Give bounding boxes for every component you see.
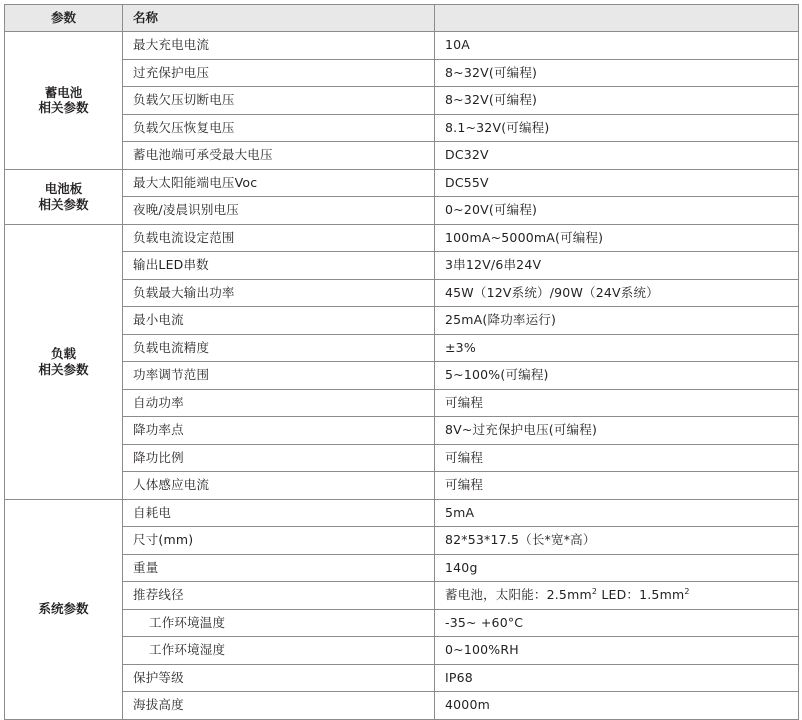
- parameter-value-cell: 3串12V/6串24V: [435, 252, 799, 280]
- parameter-name-cell: 最大充电电流: [123, 32, 435, 60]
- table-row: [5, 499, 799, 527]
- table-row: [5, 252, 799, 280]
- table-row: [5, 279, 799, 307]
- parameter-value-cell: 100mA~5000mA(可编程): [435, 224, 799, 252]
- parameter-name-cell: 工作环境湿度: [123, 637, 435, 665]
- group-label-cell: 负载 相关参数: [5, 224, 123, 499]
- parameter-value-cell: DC32V: [435, 142, 799, 170]
- parameter-value-cell: 0~20V(可编程): [435, 197, 799, 225]
- parameter-name-cell: 重量: [123, 554, 435, 582]
- table-row: [5, 169, 799, 197]
- parameter-name-cell: 负载最大输出功率: [123, 279, 435, 307]
- table-row: [5, 637, 799, 665]
- parameter-value-cell: 0~100%RH: [435, 637, 799, 665]
- parameter-value-cell: 8.1~32V(可编程): [435, 114, 799, 142]
- parameter-name-cell: 尺寸(mm): [123, 527, 435, 555]
- parameter-name-cell: 输出LED串数: [123, 252, 435, 280]
- parameter-name-cell: 最小电流: [123, 307, 435, 335]
- parameter-value-cell: 4000m: [435, 692, 799, 720]
- parameter-value-cell: 25mA(降功率运行): [435, 307, 799, 335]
- table-header: [5, 5, 799, 32]
- column-header-name: 名称: [123, 5, 435, 32]
- table-row: [5, 664, 799, 692]
- parameter-name-cell: 过充保护电压: [123, 59, 435, 87]
- table-row: [5, 417, 799, 445]
- specification-table: [4, 4, 799, 720]
- table-row: [5, 444, 799, 472]
- table-row: [5, 142, 799, 170]
- parameter-name-cell: 降功比例: [123, 444, 435, 472]
- parameter-name-cell: 人体感应电流: [123, 472, 435, 500]
- parameter-name-cell: 负载欠压切断电压: [123, 87, 435, 115]
- parameter-name-cell: 自动功率: [123, 389, 435, 417]
- table-row: [5, 692, 799, 720]
- parameter-value-cell: 可编程: [435, 389, 799, 417]
- parameter-value-cell: 5mA: [435, 499, 799, 527]
- table-row: [5, 32, 799, 60]
- parameter-name-cell: 海拔高度: [123, 692, 435, 720]
- parameter-name-cell: 推荐线径: [123, 582, 435, 610]
- parameter-value-cell: 可编程: [435, 444, 799, 472]
- table-row: [5, 197, 799, 225]
- parameter-value-cell: ±3%: [435, 334, 799, 362]
- table-row: [5, 362, 799, 390]
- table-row: [5, 224, 799, 252]
- parameter-value-cell: DC55V: [435, 169, 799, 197]
- parameter-name-cell: 自耗电: [123, 499, 435, 527]
- table-row: [5, 609, 799, 637]
- group-label-cell: 蓄电池 相关参数: [5, 32, 123, 170]
- table-row: [5, 59, 799, 87]
- parameter-name-cell: 工作环境温度: [123, 609, 435, 637]
- column-header-value: [435, 5, 799, 32]
- table-body: [5, 32, 799, 720]
- group-label-cell: 电池板 相关参数: [5, 169, 123, 224]
- parameter-value-cell: 82*53*17.5（长*宽*高）: [435, 527, 799, 555]
- group-label-cell: 系统参数: [5, 499, 123, 719]
- table-row: [5, 554, 799, 582]
- parameter-value-cell: 140g: [435, 554, 799, 582]
- parameter-name-cell: 功率调节范围: [123, 362, 435, 390]
- table-row: [5, 334, 799, 362]
- parameter-value-cell: 蓄电池，太阳能：$2.5mm^2$ LED：$1.5mm^2$: [435, 582, 799, 610]
- parameter-value-cell: IP68: [435, 664, 799, 692]
- parameter-value-cell: 8V~过充保护电压(可编程): [435, 417, 799, 445]
- table-row: [5, 472, 799, 500]
- parameter-name-cell: 夜晚/凌晨识别电压: [123, 197, 435, 225]
- parameter-value-cell: 可编程: [435, 472, 799, 500]
- parameter-value-cell: 45W（12V系统）/90W（24V系统）: [435, 279, 799, 307]
- parameter-value-cell: -35~ +60°C: [435, 609, 799, 637]
- table-row: [5, 389, 799, 417]
- parameter-name-cell: 蓄电池端可承受最大电压: [123, 142, 435, 170]
- parameter-name-cell: 降功率点: [123, 417, 435, 445]
- parameter-value-cell: 8~32V(可编程): [435, 87, 799, 115]
- table-row: [5, 114, 799, 142]
- table-header-row: [5, 5, 799, 32]
- parameter-name-cell: 负载电流精度: [123, 334, 435, 362]
- parameter-name-cell: 最大太阳能端电压Voc: [123, 169, 435, 197]
- table-row: [5, 527, 799, 555]
- table-row: [5, 582, 799, 610]
- parameter-value-cell: 8~32V(可编程): [435, 59, 799, 87]
- column-header-group: 参数: [5, 5, 123, 32]
- parameter-name-cell: 负载电流设定范围: [123, 224, 435, 252]
- parameter-name-cell: 负载欠压恢复电压: [123, 114, 435, 142]
- parameter-value-cell: 10A: [435, 32, 799, 60]
- table-row: [5, 87, 799, 115]
- parameter-name-cell: 保护等级: [123, 664, 435, 692]
- table-row: [5, 307, 799, 335]
- parameter-value-cell: 5~100%(可编程): [435, 362, 799, 390]
